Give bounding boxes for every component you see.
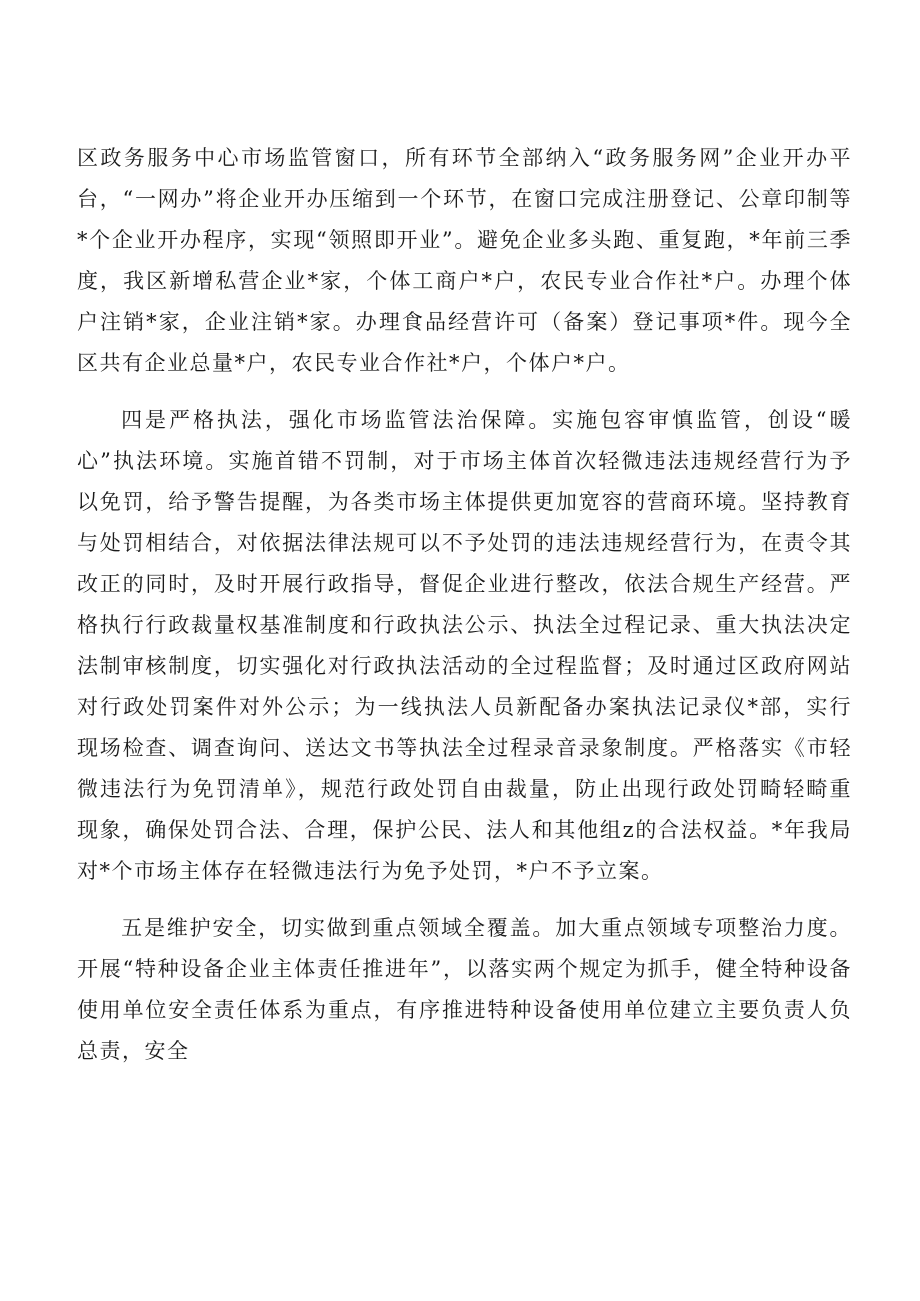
document-body [77,138,852,1072]
paragraph-strict-law-enforcement: 四是严格执法，强化市场监管法治保障。实施包容审慎监管，创设“暖心”执法环境。实施首错不罚制，对于市场主体首次轻微违法违规经营行为予以免罚，给予警告提醒，为各类市场主体提供更加宽容的营商环境。坚持教育与处罚相结合，对依据法律法规可以不予处罚的违法违规经营行为，在责令其改正的同时，及时开展行政指导，督促企业进行整改，依法合规生产经营。严格执行行政裁量权基准制度和行政执法公示、执法全过程记录、重大执法决定法制审核制度，切实强化对行政执法活动的全过程监督；及时通过区政府网站对行政处罚案件对外公示；为一线执法人员新配备办案执法记录仪*部，实行现场检查、调查询问、送达文书等执法全过程录音录象制度。严格落实《市轻微违法行为免罚清单》，规范行政处罚自由裁量，防止出现行政处罚畸轻畸重现象，确保处罚合法、合理，保护公民、法人和其他组z的合法权益。*年我局对*个市场主体存在轻微违法行为免予处罚，*户不予立案。 [77,408,852,883]
paragraph-continued-registration: 区政务服务中心市场监管窗口，所有环节全部纳入“政务服务网”企业开办平台，“一网办”将企业开办压缩到一个环节，在窗口完成注册登记、公章印制等*个企业开办程序，实现“领照即开业”。避免企业多头跑、重复跑，*年前三季度，我区新增私营企业*家，个体工商户*户，农民专业合作社*户。办理个体户注销*家，企业注销*家。办理食品经营许可（备案）登记事项*件。现今全区共有企业总量*户，农民专业合作社*户，个体户*户。 [77,146,852,375]
paragraph-safety-key-areas: 五是维护安全，切实做到重点领域全覆盖。加大重点领域专项整治力度。开展“特种设备企业主体责任推进年”，以落实两个规定为抓手，健全特种设备使用单位安全责任体系为重点，有序推进特种设备使用单位建立主要负责人负总责，安全 [77,916,852,1063]
